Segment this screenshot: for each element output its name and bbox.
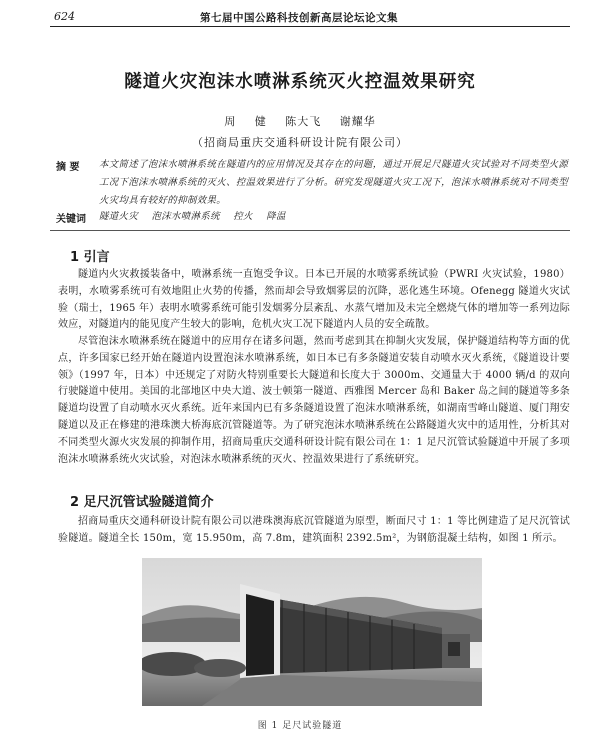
abstract-divider: [50, 230, 570, 231]
paper-title: 隧道火灾泡沫水喷淋系统灭火控温效果研究: [124, 72, 476, 92]
keywords-label: 关键词: [56, 214, 86, 225]
abstract-label: 摘 要: [56, 162, 80, 173]
test-tunnel-paragraph: 招商局重庆交通科研设计院有限公司以港珠澳海底沉管隧道为原型，断面尺寸 1：1 等比例建造了足尺沉管试验隧道。隧道全长 150m，宽 15.950m，高 7.8m，建筑面积 2392.5m²，为钢筋混凝土结构，如图 1 所示。: [58, 516, 570, 544]
header-divider: [50, 26, 570, 27]
abstract-text: 本文简述了泡沫水喷淋系统在隧道内的应用情况及其存在的问题，通过开展足尺隧道火灾试验对不同类型火源工况下泡沫水喷淋系统的灭火、控温效果进行了分析。研究发现隧道火灾工况下，泡沫水喷淋系统对不同类型火灾均具有较好的抑制效果。: [99, 159, 569, 206]
paper-authors: 周 健 陈大飞 谢耀华: [224, 115, 376, 128]
journal-title: 第七届中国公路科技创新高层论坛论文集: [200, 12, 398, 24]
figure-caption: 图 1 足尺试验隧道: [257, 721, 343, 731]
intro-paragraph-1: 隧道内火灾救援装备中，喷淋系统一直饱受争议。日本已开展的水喷雾系统试验（PWRI 火灾试验，1980）表明，水喷雾系统可有效地阻止火势的传播，然而却会导致烟雾层的沉降，恶化逃生环境。Ofenegg 隧道火灾试验（瑞士，1965 年）表明水喷雾系统可能引发烟雾分层紊乱、水蒸气增加及未完全燃烧气体的增加等一系列边际效应，对隧道内的能见度产生较大的影响，危机火灾工况下隧道内人员的安全疏散。: [58, 269, 570, 331]
keywords-text: 隧道火灾 泡沫水喷淋系统 控火 降温: [99, 211, 286, 222]
tunnel-photo: [142, 558, 482, 706]
paper-affiliation: （招商局重庆交通科研设计院有限公司）: [192, 136, 408, 149]
page-number: 624: [54, 10, 75, 23]
section-heading-introduction: 1 引言: [70, 250, 110, 265]
section-heading-test-tunnel: 2 足尺沉管试验隧道简介: [70, 495, 214, 510]
intro-paragraph-2: 尽管泡沫水喷淋系统在隧道中的应用存在诸多问题，然而考虑到其在抑制火灾发展，保护隧道结构等方面的优点，许多国家已经开始在隧道内设置泡沫水喷淋系统，如日本已有多条隧道安装自动喷水灭火系统，《隧道设计要领》（1997 年，日本）中还规定了对防火特别重要长大隧道和长度大于 3000m、交通量大于 4000 辆/d 的双向行驶隧道中使用。美国的北部地区中央大道、波士顿第一隧道、西雅图 Mercer 岛和 Baker 岛之间的隧道等多条隧道均设置了自动喷水灭火系统。近年来国内已有多条隧道设置了泡沫水喷淋系统，如湖南雪峰山隧道、厦门翔安隧道以及正在修建的港珠澳大桥海底沉管隧道等。为了研究泡沫水喷淋系统在公路隧道火灾中的适用性，分析其对不同类型火源火灾发展的抑制作用，招商局重庆交通科研设计院有限公司在 1：1 足尺沉管试验隧道中开展了多项泡沫水喷淋系统火灾试验，对泡沫水喷淋系统的灭火、控温效果进行了系统研究。: [58, 336, 570, 465]
